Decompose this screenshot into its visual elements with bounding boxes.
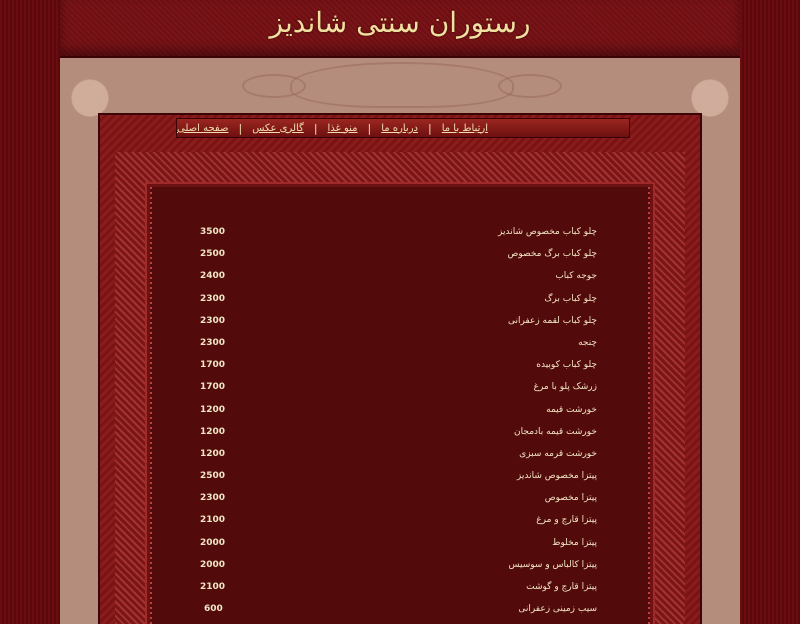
nav-link-food-menu[interactable]: منو غذا	[327, 122, 358, 134]
menu-list	[150, 224, 650, 623]
nav-separator: |	[238, 121, 243, 135]
dish-name: جوجه کباب	[555, 271, 597, 282]
dish-name: سیب زمینی زعفرانی	[518, 604, 597, 615]
dish-name: پیتزا کالباس و سوسیس	[508, 559, 597, 570]
dish-name: چلو کباب برگ مخصوص	[507, 249, 597, 260]
dish-name: پیتزا مخصوص	[544, 493, 597, 504]
menu-row	[150, 335, 650, 357]
right-stripe	[740, 0, 800, 624]
dish-price: 2300	[200, 337, 226, 348]
menu-row	[150, 379, 650, 401]
menu-row	[150, 291, 650, 313]
dish-price: 1200	[200, 448, 226, 459]
dish-price: 3500	[200, 227, 226, 237]
dish-name: پیتزا قارچ و مرغ	[536, 515, 597, 526]
dish-price: 2500	[200, 249, 226, 260]
dish-name: چنجه	[578, 337, 597, 348]
menu-row	[150, 535, 650, 557]
dish-price: 2000	[200, 537, 226, 548]
nav-separator: |	[367, 121, 372, 135]
menu-row	[150, 402, 650, 424]
menu-row	[150, 490, 650, 512]
dish-name: خورشت قیمه	[546, 404, 597, 415]
dish-price: 1200	[200, 426, 226, 437]
left-stripe	[0, 0, 60, 624]
menu-row	[150, 357, 650, 379]
nav-link-contact[interactable]: ارتباط با ما	[441, 122, 489, 134]
menu-row	[150, 424, 650, 446]
menu-row	[150, 601, 650, 623]
site-title: رستوران سنتی شاندیز	[269, 6, 531, 39]
dish-name: خورشت قرمه سبزی	[519, 448, 597, 459]
nav-separator: |	[313, 121, 318, 135]
menu-row	[150, 246, 650, 268]
nav-separator: |	[428, 121, 432, 135]
nav-bar	[176, 118, 630, 138]
nav-link-gallery[interactable]: گالری عکس	[252, 122, 304, 134]
menu-row	[150, 446, 650, 468]
dish-name: زرشک پلو با مرغ	[533, 382, 597, 393]
menu-row	[150, 313, 650, 335]
dish-price: 1700	[200, 382, 226, 393]
dish-name: خورشت قیمه بادمجان	[514, 426, 597, 437]
dish-price: 2300	[200, 315, 226, 326]
dish-name: چلو کباب برگ	[544, 293, 597, 304]
nav-link-about[interactable]: درباره ما	[381, 122, 418, 134]
menu-row	[150, 579, 650, 601]
menu-row	[150, 268, 650, 290]
nav-link-home[interactable]: صفحه اصلی	[177, 122, 229, 134]
dish-name: چلو کباب کوبیده	[536, 360, 597, 371]
menu-row	[150, 224, 650, 246]
ornament-decoration	[290, 62, 514, 108]
dish-price: 1700	[200, 360, 226, 371]
dish-name: پیتزا قارچ و گوشت	[526, 582, 597, 592]
menu-row	[150, 557, 650, 579]
dish-price: 1200	[200, 404, 226, 415]
menu-row	[150, 512, 650, 534]
site-header	[60, 0, 740, 58]
dish-name: پیتزا مخلوط	[552, 537, 597, 548]
dish-name: چلو کباب لقمه زعفرانی	[507, 315, 597, 326]
dish-name: چلو کباب مخصوص شاندیز	[498, 227, 597, 237]
dish-price: 2100	[200, 582, 226, 592]
dish-price: 600	[204, 604, 223, 615]
dish-price: 2000	[200, 559, 226, 570]
dish-price: 2300	[200, 493, 226, 504]
dish-price: 2100	[200, 515, 226, 526]
dish-price: 2500	[200, 471, 226, 482]
dish-price: 2400	[200, 271, 226, 282]
dish-name: پیتزا مخصوص شاندیز	[516, 471, 597, 482]
dish-price: 2300	[200, 293, 226, 304]
menu-row	[150, 468, 650, 490]
